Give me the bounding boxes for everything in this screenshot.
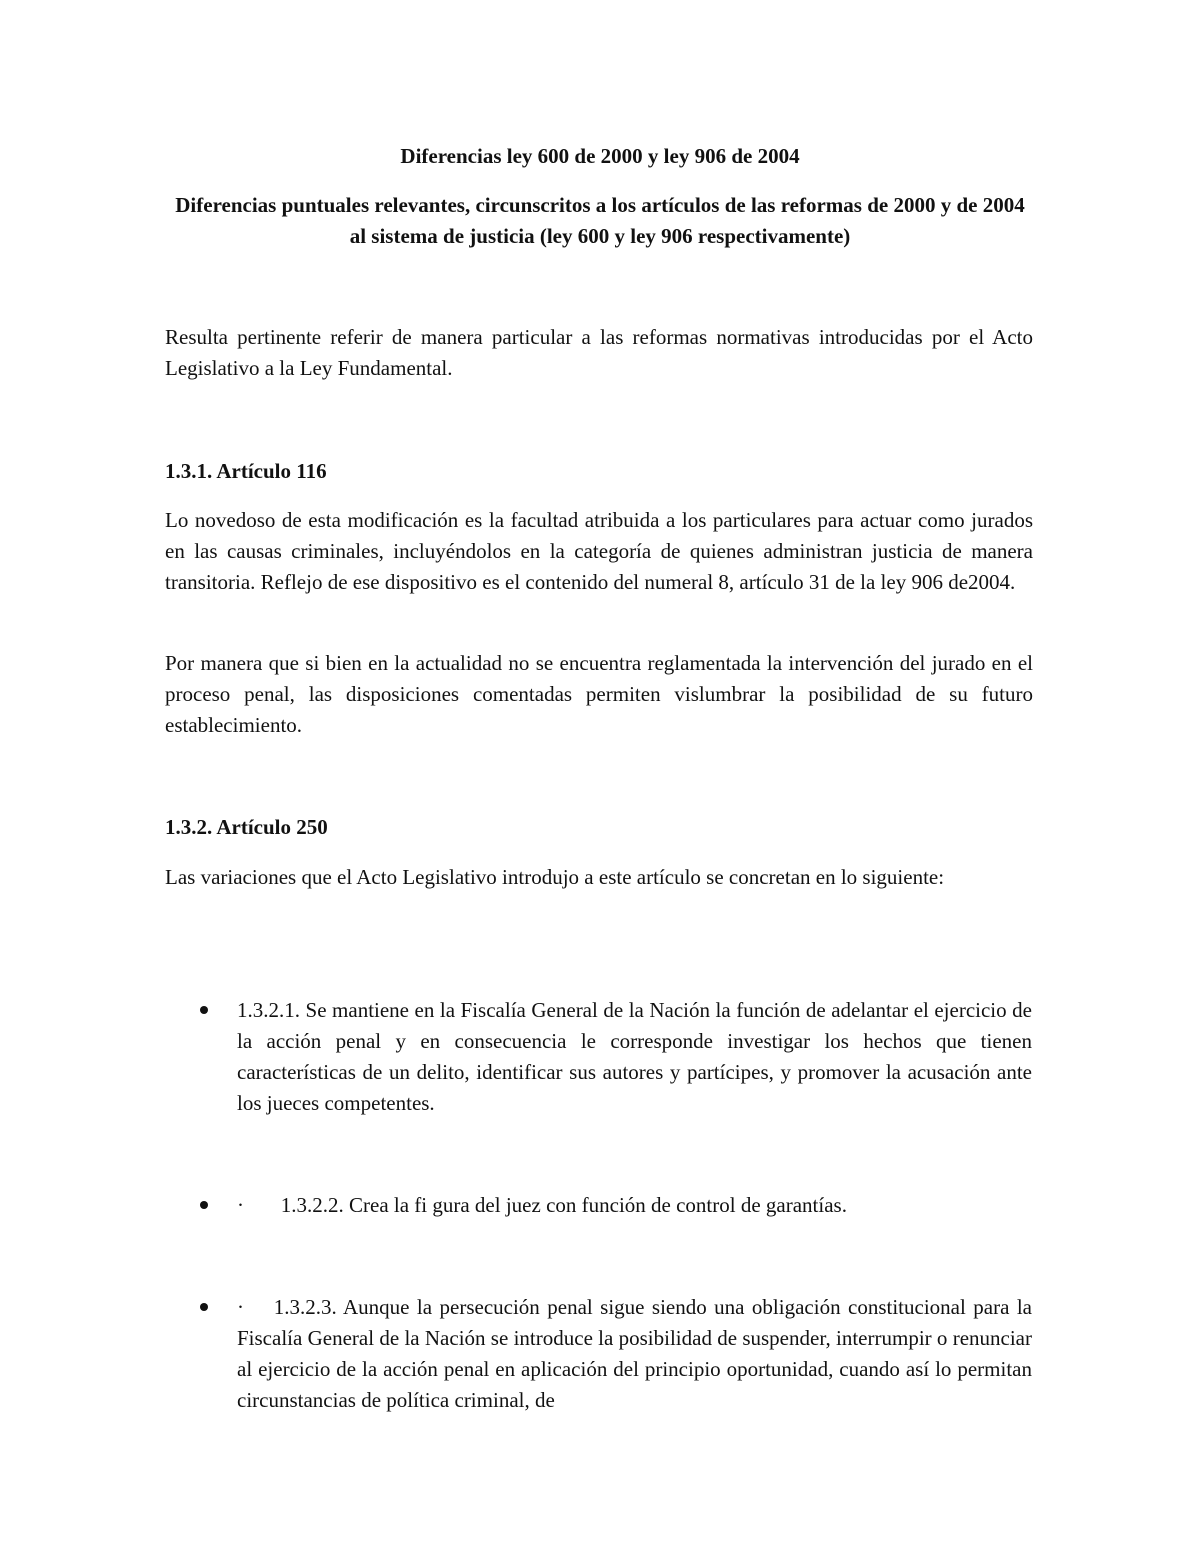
intro-paragraph: Resulta pertinente referir de manera particular a las reformas normativas introducidas por el Acto Legislativo a la Ley Fundamental. xyxy=(165,325,1033,380)
section-116-paragraph-2: Por manera que si bien en la actualidad no se encuentra reglamentada la intervención del jurado en el proceso penal, las disposiciones comentadas permiten vislumbrar la posibilidad de su futuro establecimiento. xyxy=(165,651,1033,737)
list-item-text: · 1.3.2.2. Crea la fi gura del juez con función de control de garantías. xyxy=(237,1193,847,1217)
section-heading-article-116: 1.3.1. Artículo 116 xyxy=(165,459,327,483)
section-250-paragraph-1: Las variaciones que el Acto Legislativo introdujo a este artículo se concretan en lo siguiente: xyxy=(165,865,945,889)
list-item-text: · 1.3.2.3. Aunque la persecución penal sigue siendo una obligación constitucional para la Fiscalía General de la Nación se introduce la posibilidad de suspender, interrumpir o renunciar al ejercicio de la acción penal en aplicación del principio oportunidad, cuando así lo permitan circunstancias de política criminal, de xyxy=(237,1295,1038,1412)
section-heading-article-250: 1.3.2. Artículo 250 xyxy=(165,815,328,839)
document-title: Diferencias ley 600 de 2000 y ley 906 de 2004 xyxy=(400,144,800,168)
section-116-paragraph-1: Lo novedoso de esta modificación es la facultad atribuida a los particulares para actuar como jurados en las causas criminales, incluyéndolos en la categoría de quienes administran justicia de manera transitoria. Reflejo de ese dispositivo es el contenido del numeral 8, artículo 31 de la ley 906 de2004. xyxy=(165,508,1033,594)
document-subtitle: Diferencias puntuales relevantes, circunscritos a los artículos de las reformas de 2000 y de 2004 al sistema de justicia (ley 600 y ley 906 respectivamente) xyxy=(175,193,1025,248)
list-item-text: 1.3.2.1. Se mantiene en la Fiscalía General de la Nación la función de adelantar el ejercicio de la acción penal y en consecuencia le corresponde investigar los hechos que tienen características de un delito, identificar sus autores y partícipes, y promover la acusación ante los jueces competentes. xyxy=(237,998,1032,1115)
